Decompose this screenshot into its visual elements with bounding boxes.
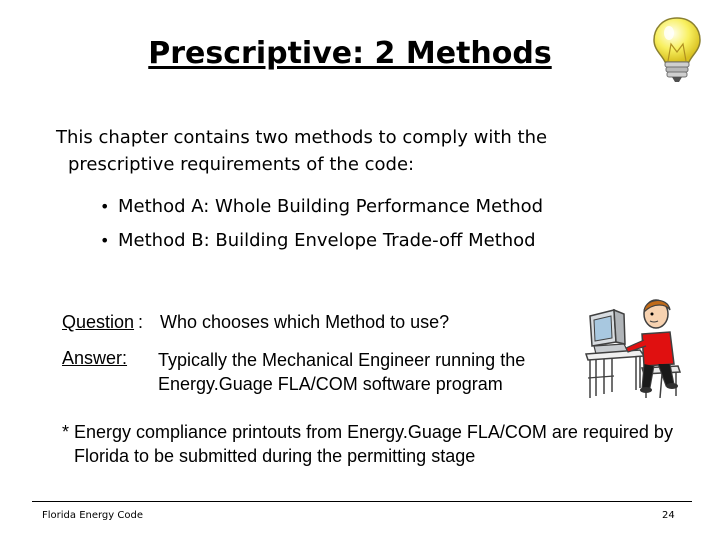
- question-text: Who chooses which Method to use?: [160, 312, 450, 332]
- question-label: Question: [62, 312, 135, 332]
- person-at-computer-icon: [584, 290, 684, 402]
- bullet-dot-icon: •: [100, 231, 110, 250]
- list-item: [100, 226, 543, 260]
- answer-text: Typically the Mechanical Engineer running the Energy.Guage FLA/COM software program: [158, 350, 526, 394]
- footer-text: Florida Energy Code: [42, 510, 143, 521]
- lightbulb-icon: [644, 14, 710, 84]
- slide-title: Prescriptive: 2 Methods: [148, 36, 552, 71]
- intro-text: This chapter contains two methods to comply with the prescriptive requirements of the code:: [56, 127, 548, 175]
- method-list: [100, 192, 543, 260]
- answer-label: Answer:: [62, 348, 128, 368]
- question-colon: :: [138, 312, 144, 332]
- method-a: Method A: Whole Building Performance Method: [118, 196, 544, 217]
- page-number: 24: [662, 510, 675, 521]
- list-item: [100, 192, 543, 226]
- compliance-note: * Energy compliance printouts from Energy.Guage FLA/COM are required by Florida to be submitted during the permitting stage: [62, 422, 673, 466]
- method-b: Method B: Building Envelope Trade-off Method: [118, 230, 536, 251]
- bullet-dot-icon: •: [100, 197, 110, 216]
- footer-divider: [32, 501, 692, 502]
